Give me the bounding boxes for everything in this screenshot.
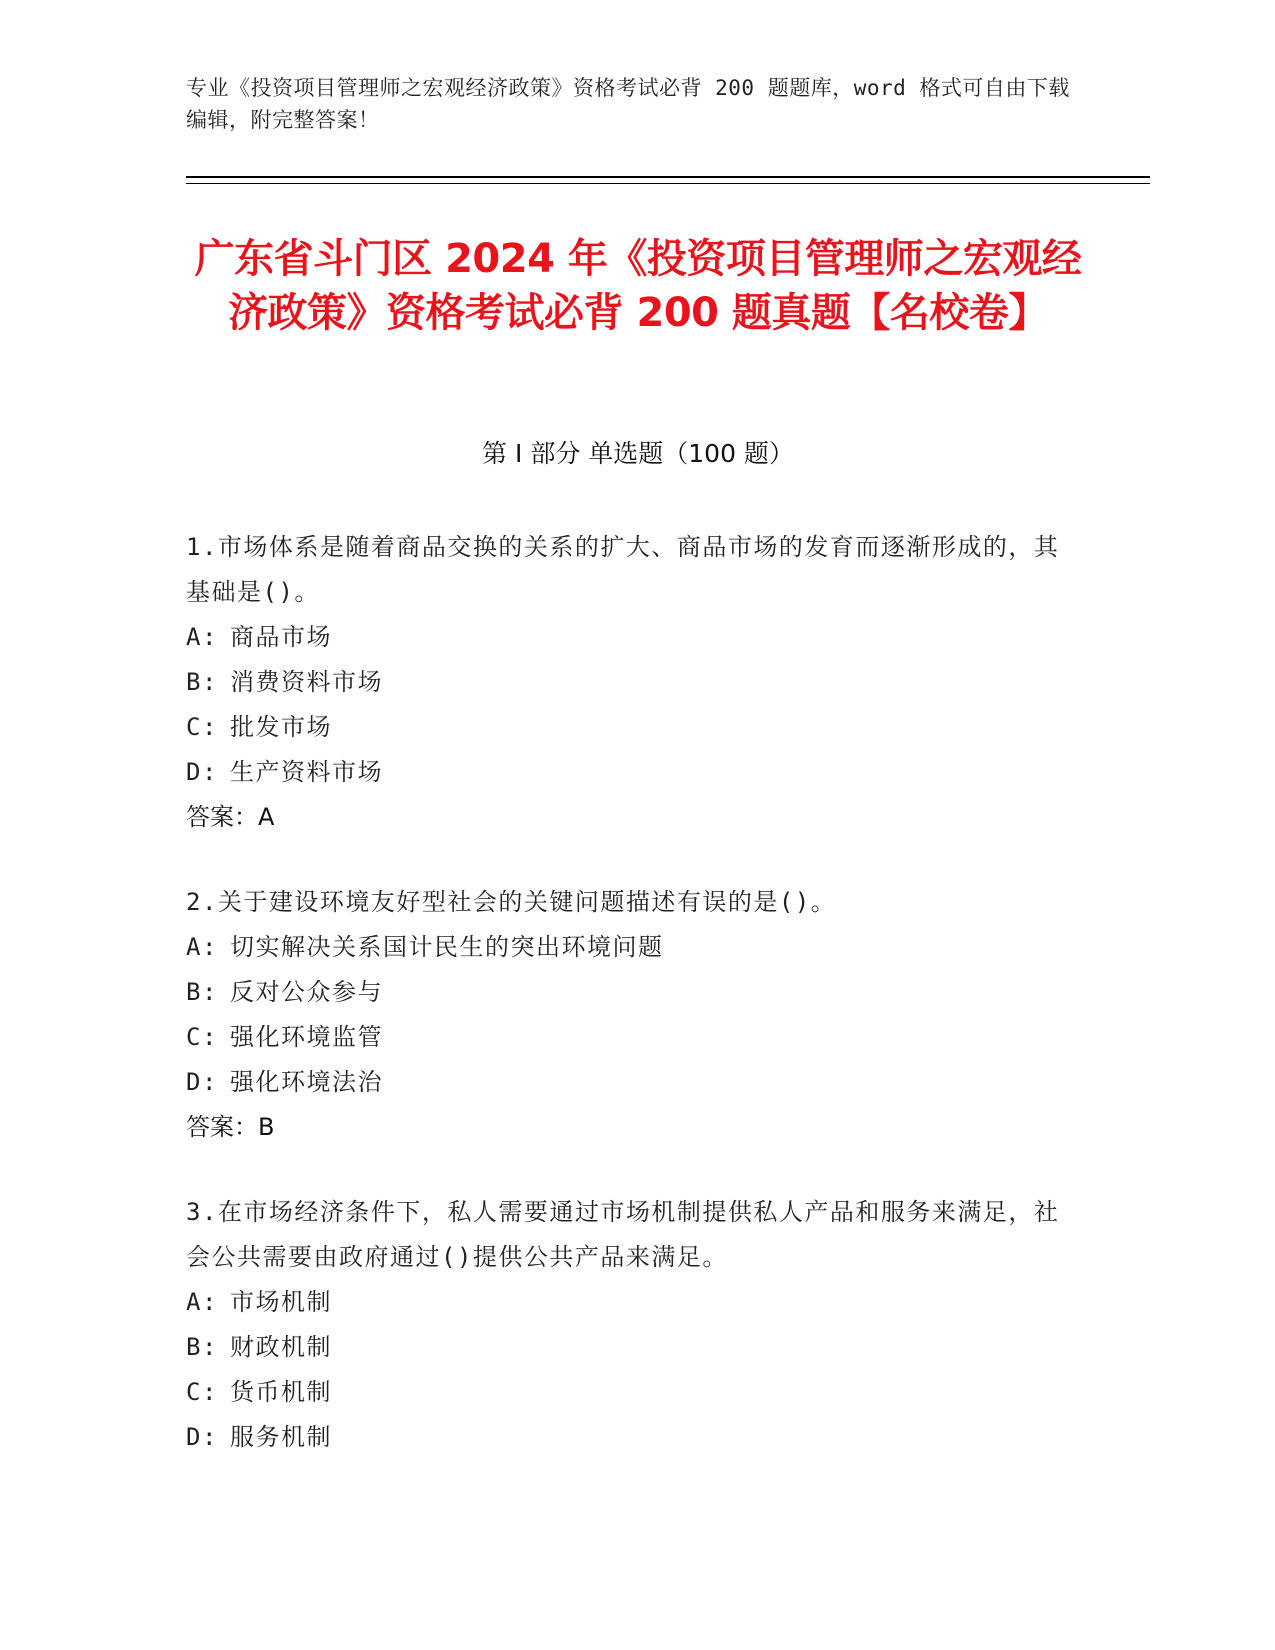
- option-key: C:: [186, 713, 218, 741]
- answer-line: [186, 1105, 1066, 1150]
- option-text: 批发市场: [230, 713, 332, 741]
- question-list: [186, 525, 1066, 1500]
- answer-value: A: [258, 803, 275, 831]
- question-stem: 1.市场体系是随着商品交换的关系的扩大、商品市场的发育而逐渐形成的，其基础是()。: [186, 533, 1060, 606]
- option-key: B:: [186, 1333, 218, 1361]
- answer-label: 答案：: [186, 1113, 258, 1141]
- option-text: 生产资料市场: [230, 758, 383, 786]
- option-text: 消费资料市场: [230, 668, 383, 696]
- option-text: 服务机制: [230, 1423, 332, 1451]
- question-3: [186, 1190, 1066, 1460]
- option-key: B:: [186, 978, 218, 1006]
- option-text: 反对公众参与: [230, 978, 383, 1006]
- option-b: [186, 1325, 1066, 1370]
- option-key: D:: [186, 758, 218, 786]
- option-key: D:: [186, 1423, 218, 1451]
- option-key: A:: [186, 623, 218, 651]
- option-text: 财政机制: [230, 1333, 332, 1361]
- option-b: [186, 970, 1066, 1015]
- option-key: B:: [186, 668, 218, 696]
- option-b: [186, 660, 1066, 705]
- question-2: [186, 880, 1066, 1150]
- option-key: C:: [186, 1378, 218, 1406]
- question-stem: 2.关于建设环境友好型社会的关键问题描述有误的是()。: [186, 888, 837, 916]
- option-a: [186, 925, 1066, 970]
- option-text: 强化环境法治: [230, 1068, 383, 1096]
- option-text: 强化环境监管: [230, 1023, 383, 1051]
- question-stem: 3.在市场经济条件下，私人需要通过市场机制提供私人产品和服务来满足，社会公共需要由政府通过()提供公共产品来满足。: [186, 1198, 1060, 1271]
- header-note: 专业《投资项目管理师之宏观经济政策》资格考试必背 200 题题库，word 格式可自由下载编辑，附完整答案！: [186, 76, 1070, 132]
- question-1: [186, 525, 1066, 840]
- option-a: [186, 615, 1066, 660]
- option-key: C:: [186, 1023, 218, 1051]
- answer-line: [186, 795, 1066, 840]
- option-text: 货币机制: [230, 1378, 332, 1406]
- document-title: 广东省斗门区 2024 年《投资项目管理师之宏观经济政策》资格考试必背 200 题真题【名校卷】: [194, 236, 1082, 336]
- option-key: A:: [186, 1288, 218, 1316]
- header-rule-thick: [186, 176, 1150, 178]
- option-a: [186, 1280, 1066, 1325]
- option-text: 商品市场: [230, 623, 332, 651]
- option-c: [186, 705, 1066, 750]
- answer-label: 答案：: [186, 803, 258, 831]
- answer-value: B: [258, 1113, 275, 1141]
- option-c: [186, 1015, 1066, 1060]
- option-text: 市场机制: [230, 1288, 332, 1316]
- option-key: D:: [186, 1068, 218, 1096]
- option-c: [186, 1370, 1066, 1415]
- option-text: 切实解决关系国计民生的突出环境问题: [230, 933, 664, 961]
- option-key: A:: [186, 933, 218, 961]
- option-d: [186, 1415, 1066, 1460]
- header-rule-thin: [186, 183, 1150, 184]
- option-d: [186, 1060, 1066, 1105]
- option-d: [186, 750, 1066, 795]
- section-title: 第 I 部分 单选题（100 题）: [482, 439, 794, 468]
